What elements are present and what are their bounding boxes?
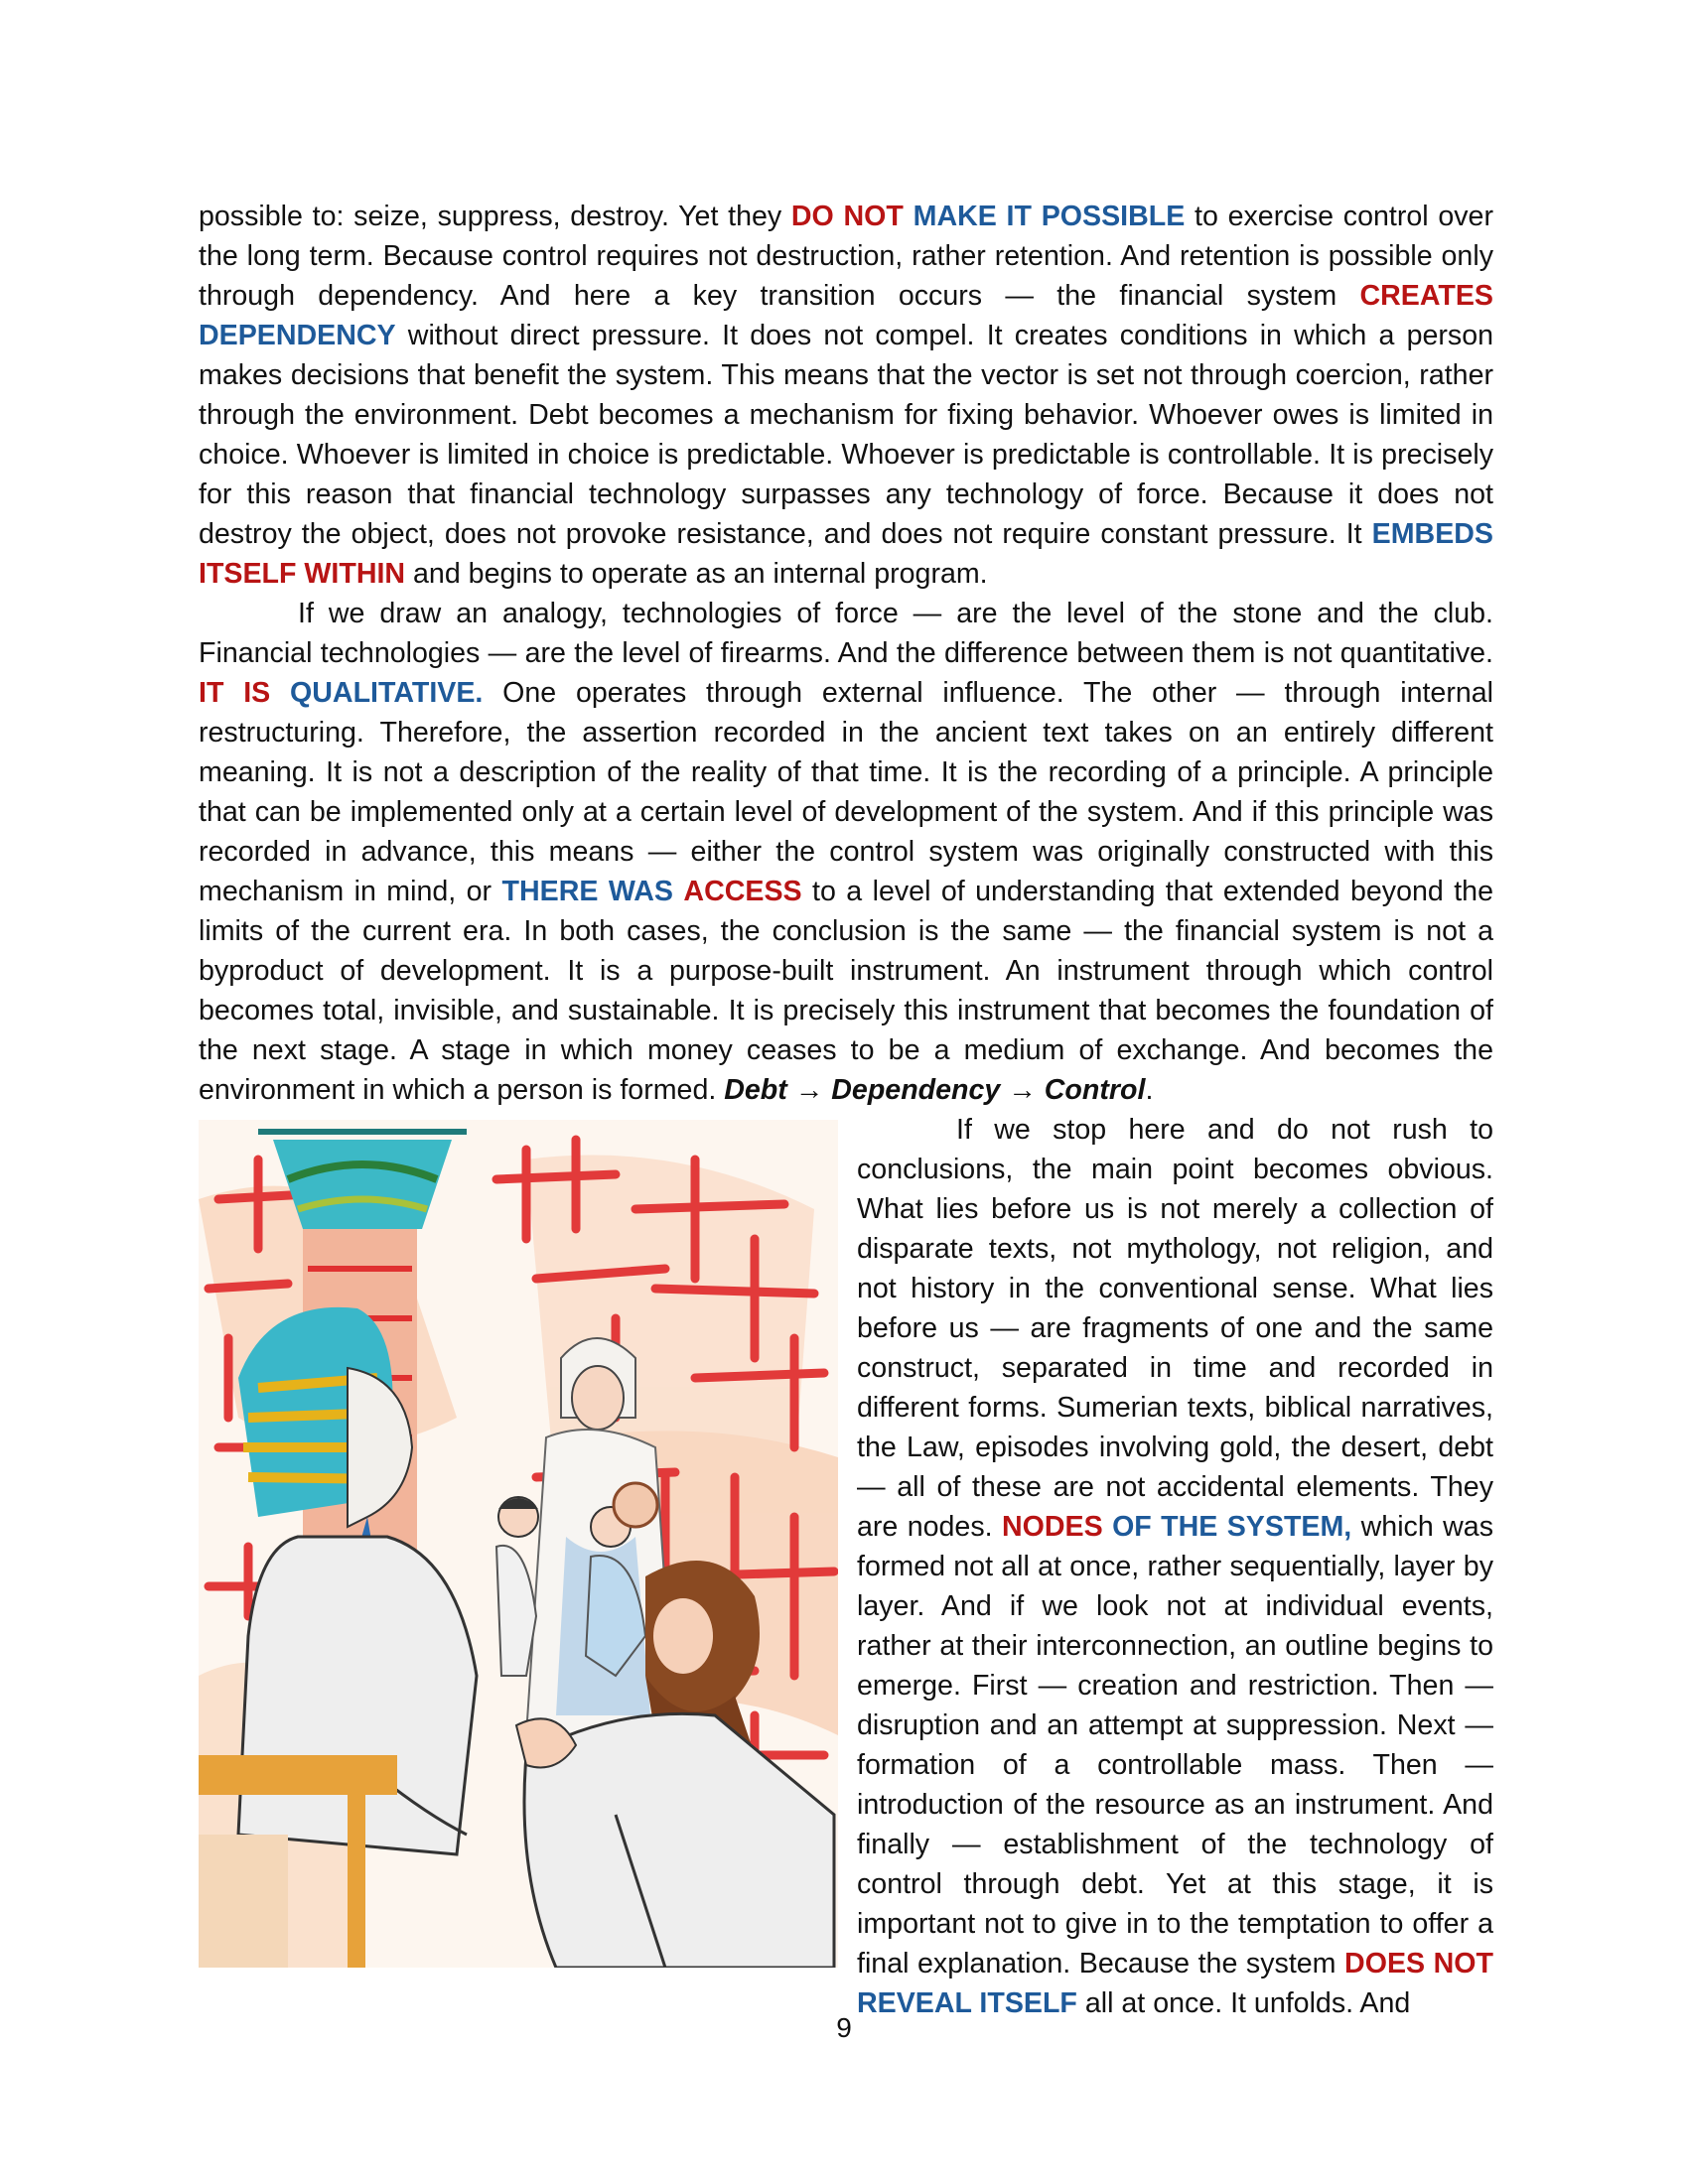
- page-number: 9: [836, 2012, 852, 2043]
- emphasis-blue: THERE WAS: [501, 876, 673, 907]
- paragraph-2: [199, 594, 1493, 1110]
- paragraph-1: [199, 197, 1493, 594]
- emphasis-blue: EMBEDS: [1371, 518, 1493, 550]
- emphasis-red: DO NOT: [790, 201, 904, 232]
- text-run: If we stop here and do not rush to conclusions, the main point becomes obvious. What lies before us is not merely a collection of disparate texts, not mythology, not religion, and not history in the conventional sense. What lies before us — are fragments of one and the same construct, separated in time and recorded in different forms. Sumerian texts, biblical narratives, the Law, episodes involving gold, the desert, debt — all of these are not accidental elements. They are nodes.: [857, 1114, 1493, 1543]
- pharaoh-illustration: [199, 1120, 838, 1968]
- emphasis-blue: DEPENDENCY: [199, 320, 396, 351]
- text-run: possible to: seize, suppress, destroy. Yet they: [199, 201, 791, 232]
- emphasis-blue: MAKE IT POSSIBLE: [913, 201, 1186, 232]
- text-run: .: [1145, 1074, 1154, 1106]
- emphasis-bold-italic: Debt → Dependency → Control: [724, 1074, 1146, 1106]
- illustration-drawing: [199, 1120, 838, 1968]
- emphasis-blue: QUALITATIVE.: [290, 677, 484, 709]
- text-run: If we draw an analogy, technologies of force — are the level of the stone and the club. Financial technologies — are the level of firearms. And the difference between them is not quantitative.: [199, 598, 1493, 669]
- text-run: to exercise control over the long term. Because control requires not destruction, rather retention. And retention is possible only through dependency. And here a key transition occurs — the financial system: [199, 201, 1493, 312]
- text-run: One operates through external influence. The other — through internal restructuring. Therefore, the assertion recorded in the ancient text takes on an entirely different meaning. It is not a description of the reality of that time. It is the recording of a principle. A principle that can be implemented only at a certain level of development of the system. And if this principle was recorded in advance, this means — either the control system was originally constructed with this mechanism in mind, or: [199, 677, 1494, 907]
- text-run: all at once. It unfolds. And: [1076, 1987, 1411, 2019]
- emphasis-red: IT IS: [199, 677, 271, 709]
- emphasis-red: CREATES: [1359, 280, 1493, 312]
- text-run: and begins to operate as an internal program.: [405, 558, 988, 590]
- emphasis-red: ACCESS: [683, 876, 802, 907]
- text-run: without direct pressure. It does not compel. It creates conditions in which a person makes decisions that benefit the system. This means that the vector is set not through coercion, rather through the environment. Debt becomes a mechanism for fixing behavior. Whoever owes is limited in choice. Whoever is limited in choice is predictable. Whoever is predictable is controllable. It is precisely for this reason that financial technology surpasses any technology of force. Because it does not destroy the object, does not provoke resistance, and does not require constant pressure. It: [199, 320, 1493, 550]
- emphasis-red: ITSELF WITHIN: [199, 558, 406, 590]
- emphasis-blue: OF THE SYSTEM,: [1112, 1511, 1352, 1543]
- emphasis-red: NODES: [1001, 1511, 1103, 1543]
- emphasis-blue: REVEAL ITSELF: [857, 1987, 1077, 2019]
- text-run: which was formed not all at once, rather sequentially, layer by layer. And if we look not at individual events, rather at their interconnection, an outline begins to emerge. First — creation and restriction. Then — disruption and an attempt at suppression. Next — formation of a controllable mass. Then — introduction of the resource as an instrument. And finally — establishment of the technology of control through debt. Yet at this stage, it is important not to give in to the temptation to offer a final explanation. Because the system: [857, 1511, 1493, 1979]
- text-run: to a level of understanding that extended beyond the limits of the current era. In both cases, the conclusion is the same — the financial system is not a byproduct of development. It is a purpose-built instrument. An instrument through which control becomes total, invisible, and sustainable. It is precisely this instrument that becomes the foundation of the next stage. A stage in which money ceases to be a medium of exchange. And becomes the environment in which a person is formed.: [199, 876, 1493, 1106]
- emphasis-red: DOES NOT: [1344, 1948, 1493, 1979]
- paragraph-3: [857, 1110, 1493, 2023]
